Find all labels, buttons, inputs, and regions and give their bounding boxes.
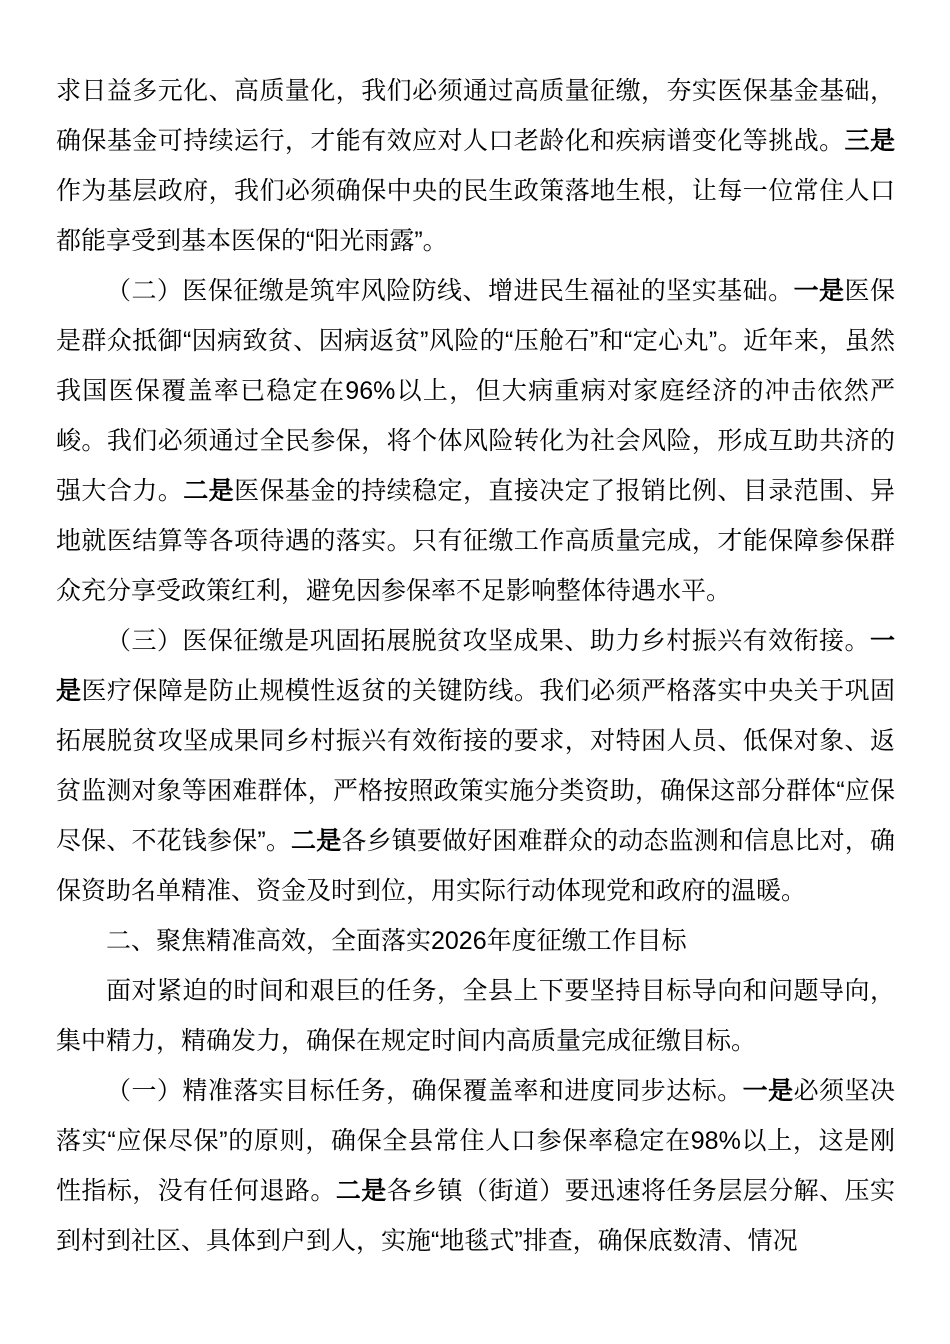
text-run: 各乡镇（街道）要迅速将任务层层分解、压实到村到社区、具体到户到人，实施“地毯式”排查，确保底数清、情况 (56, 1177, 895, 1255)
emphasis-run: 二是 (183, 477, 235, 505)
paragraph (56, 916, 895, 966)
paragraph (56, 266, 895, 616)
document-body (56, 66, 895, 1266)
paragraph (56, 1066, 895, 1266)
emphasis-run: 二是 (291, 827, 342, 855)
text-run: 各乡镇要做好困难群众的动态监测和信息比对，确保资助名单精准、资金及时到位，用实际行动体现党和政府的温暖。 (56, 827, 895, 905)
text-run: 作为基层政府，我们必须确保中央的民生政策落地生根，让每一位常住人口都能享受到基本医保的“阳光雨露”。 (56, 177, 895, 255)
text-run: 求日益多元化、高质量化，我们必须通过高质量征缴，夯实医保基金基础，确保基金可持续运行，才能有效应对人口老龄化和疾病谱变化等挑战。 (56, 77, 895, 155)
text-run: （二）医保征缴是筑牢风险防线、增进民生福祉的坚实基础。 (106, 277, 794, 305)
text-run: 二、聚焦精准高效，全面落实2026年度征缴工作目标 (106, 927, 687, 955)
paragraph (56, 616, 895, 916)
text-run: 医保基金的持续稳定，直接决定了报销比例、目录范围、异地就医结算等各项待遇的落实。只有征缴工作高质量完成，才能保障参保群众充分享受政策红利，避免因参保率不足影响整体待遇水平。 (56, 477, 895, 605)
text-run: 医疗保障是防止规模性返贫的关键防线。我们必须严格落实中央关于巩固拓展脱贫攻坚成果同乡村振兴有效衔接的要求，对特困人员、低保对象、返贫监测对象等困难群体，严格按照政策实施分类资助，确保这部分群体“应保尽保、不花钱参保”。 (56, 677, 895, 855)
emphasis-run: 一是 (793, 277, 845, 305)
text-run: （三）医保征缴是巩固拓展脱贫攻坚成果、助力乡村振兴有效衔接。 (106, 627, 870, 655)
emphasis-run: 一是 (742, 1077, 794, 1105)
emphasis-run: 一是 (56, 627, 895, 705)
text-run: 医保是群众抵御“因病致贫、因病返贫”风险的“压舱石”和“定心丸”。近年来，虽然我国医保覆盖率已稳定在96%以上，但大病重病对家庭经济的冲击依然严峻。我们必须通过全民参保，将个体风险转化为社会风险，形成互助共济的强大合力。 (56, 277, 895, 505)
text-run: 面对紧迫的时间和艰巨的任务，全县上下要坚持目标导向和问题导向，集中精力，精确发力，确保在规定时间内高质量完成征缴目标。 (56, 977, 895, 1055)
emphasis-run: 三是 (844, 127, 895, 155)
text-run: 必须坚决落实“应保尽保”的原则，确保全县常住人口参保率稳定在98%以上，这是刚性指标，没有任何退路。 (56, 1077, 895, 1205)
paragraph (56, 66, 895, 266)
paragraph (56, 966, 895, 1066)
emphasis-run: 二是 (335, 1177, 387, 1205)
text-run: （一）精准落实目标任务，确保覆盖率和进度同步达标。 (106, 1077, 743, 1105)
